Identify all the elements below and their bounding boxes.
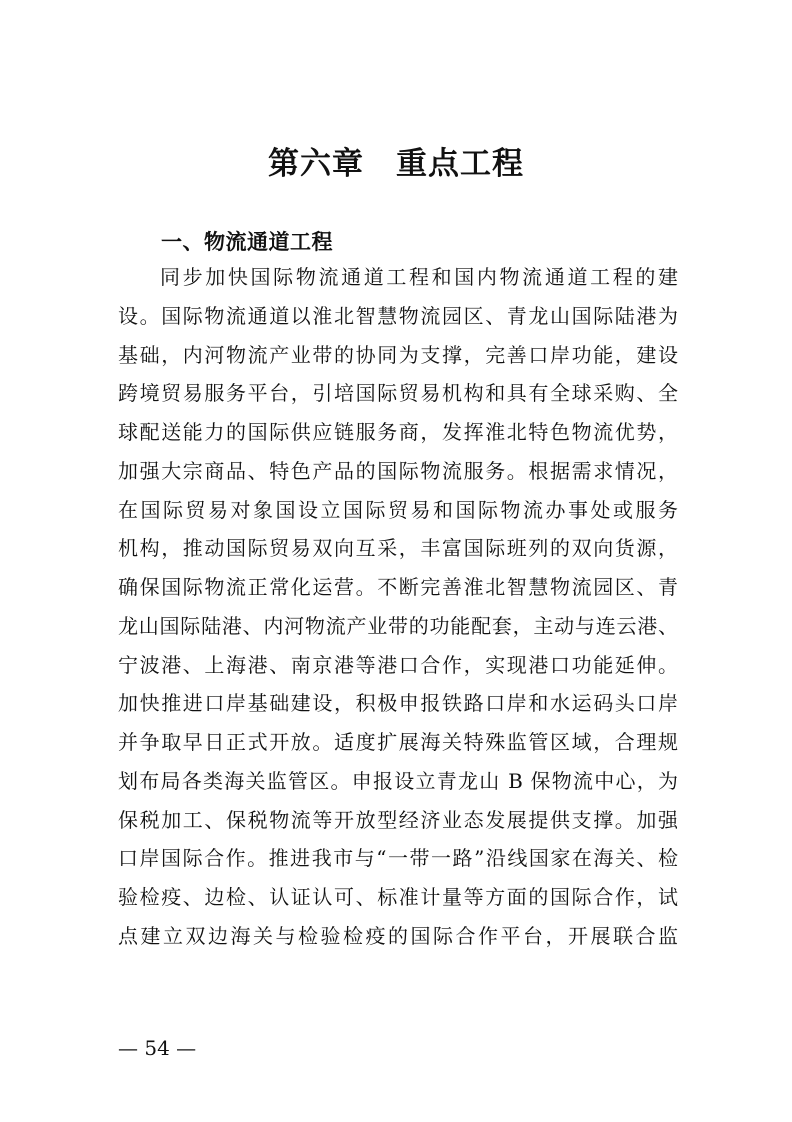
paragraph-line: 机构，推动国际贸易双向互采，丰富国际班列的双向货源，	[118, 536, 678, 561]
paragraph-line: 保税加工、保税物流等开放型经济业态发展提供支撑。加强	[118, 807, 678, 832]
paragraph-line: 基础，内河物流产业带的协同为支撑，完善口岸功能，建设	[118, 342, 678, 367]
paragraph-line: 口岸国际合作。推进我市与“一带一路”沿线国家在海关、检	[118, 846, 678, 871]
paragraph-line: 跨境贸易服务平台，引培国际贸易机构和具有全球采购、全	[118, 381, 678, 406]
paragraph-line: 龙山国际陆港、内河物流产业带的功能配套，主动与连云港、	[118, 613, 678, 638]
page-number: — 54 —	[118, 1036, 197, 1060]
paragraph-line: 并争取早日正式开放。适度扩展海关特殊监管区域，合理规	[118, 730, 678, 754]
section-heading: 一、物流通道工程	[161, 230, 333, 254]
paragraph-line: 加快推进口岸基础建设，积极申报铁路口岸和水运码头口岸	[118, 691, 678, 716]
paragraph-line: 确保国际物流正常化运营。不断完善淮北智慧物流园区、青	[118, 575, 678, 599]
body-paragraph	[118, 258, 678, 956]
paragraph-line: 验检疫、边检、认证认可、标准计量等方面的国际合作，试	[118, 885, 678, 909]
paragraph-line: 设。国际物流通道以淮北智慧物流园区、青龙山国际陆港为	[118, 303, 678, 328]
paragraph-line: 划布局各类海关监管区。申报设立青龙山 B 保物流中心，为	[118, 768, 678, 793]
paragraph-line: 宁波港、上海港、南京港等港口合作，实现港口功能延伸。	[118, 652, 678, 677]
paragraph-line: 加强大宗商品、特色产品的国际物流服务。根据需求情况，	[118, 458, 678, 483]
paragraph-line: 在国际贸易对象国设立国际贸易和国际物流办事处或服务	[118, 497, 678, 522]
paragraph-line: 球配送能力的国际供应链服务商，发挥淮北特色物流优势，	[118, 420, 678, 444]
paragraph-line: 点建立双边海关与检验检疫的国际合作平台，开展联合监	[118, 923, 678, 948]
paragraph-line: 同步加快国际物流通道工程和国内物流通道工程的建	[160, 265, 678, 289]
chapter-title: 第六章 重点工程	[268, 146, 524, 182]
